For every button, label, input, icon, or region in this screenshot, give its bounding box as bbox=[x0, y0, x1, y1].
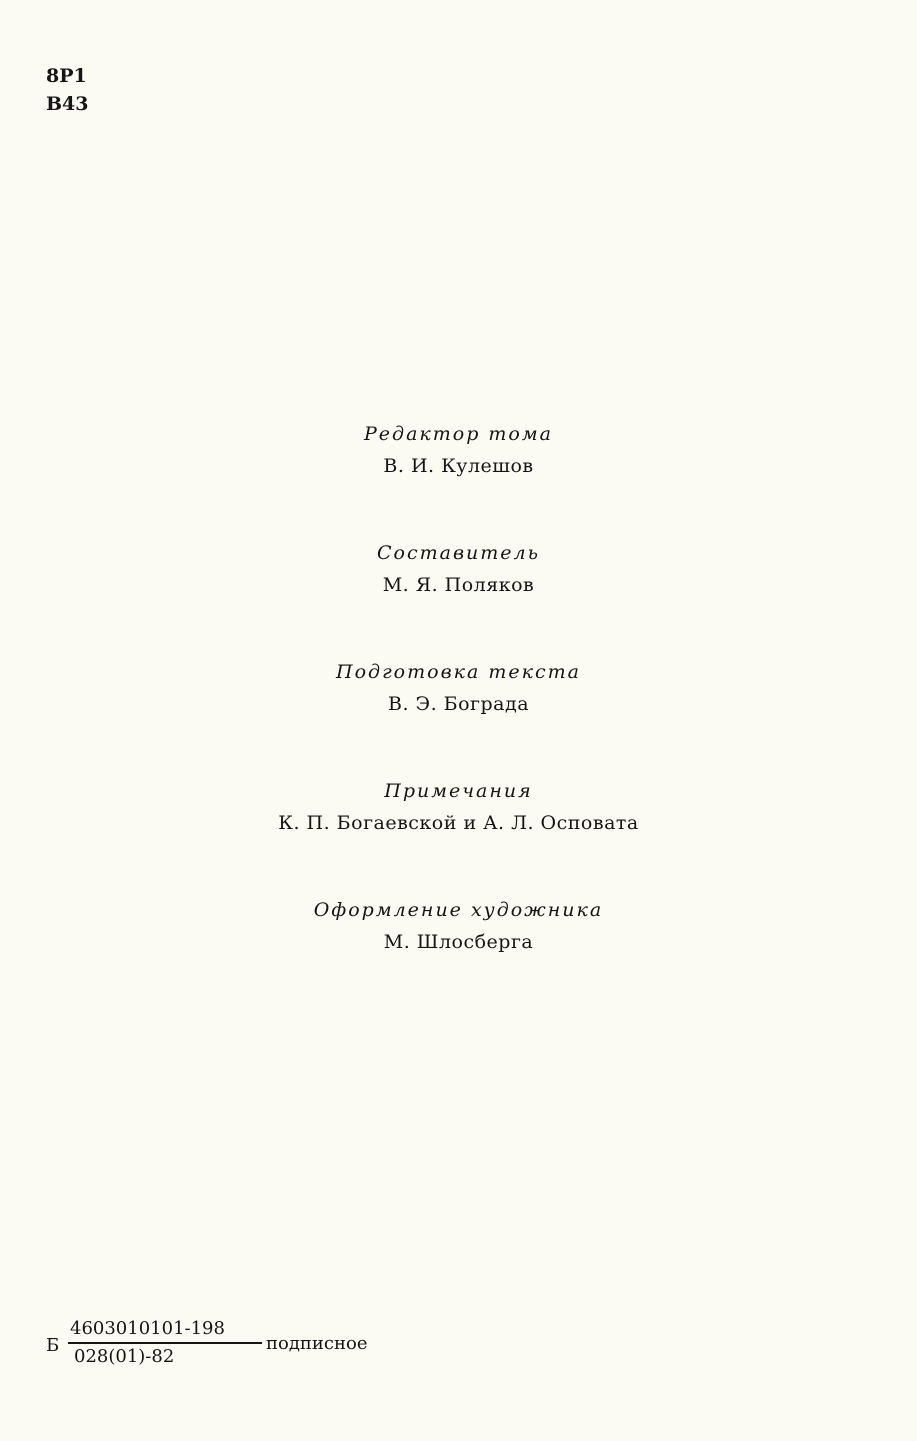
credit-role: Редактор тома bbox=[364, 423, 553, 445]
credit-editor bbox=[0, 418, 917, 484]
credit-design bbox=[0, 894, 917, 960]
credit-role: Подготовка текста bbox=[336, 661, 581, 683]
imprint-numerator: 4603010101-198 bbox=[70, 1318, 225, 1339]
imprint-denominator: 028(01)-82 bbox=[74, 1346, 175, 1367]
credit-role: Оформление художника bbox=[313, 899, 604, 921]
classification-codes bbox=[46, 62, 89, 118]
credit-notes bbox=[0, 775, 917, 841]
fraction-bar bbox=[68, 1342, 262, 1344]
credit-name: К. П. Богаевской и А. Л. Осповата bbox=[278, 812, 639, 834]
credits-list bbox=[0, 418, 917, 1013]
classification-code-2: В43 bbox=[46, 93, 89, 115]
credit-name: М. Шлосберга bbox=[383, 931, 534, 953]
classification-code-1: 8Р1 bbox=[46, 65, 87, 87]
credit-text-preparation bbox=[0, 656, 917, 722]
credit-compiler bbox=[0, 537, 917, 603]
credit-name: В. Э. Бограда bbox=[387, 693, 530, 715]
credit-name: М. Я. Поляков bbox=[382, 574, 535, 596]
credit-role: Составитель bbox=[377, 542, 540, 564]
imprint-letter: Б bbox=[46, 1335, 60, 1356]
imprint-status: подписное bbox=[266, 1333, 368, 1354]
credit-name: В. И. Кулешов bbox=[383, 455, 534, 477]
credit-role: Примечания bbox=[384, 780, 533, 802]
